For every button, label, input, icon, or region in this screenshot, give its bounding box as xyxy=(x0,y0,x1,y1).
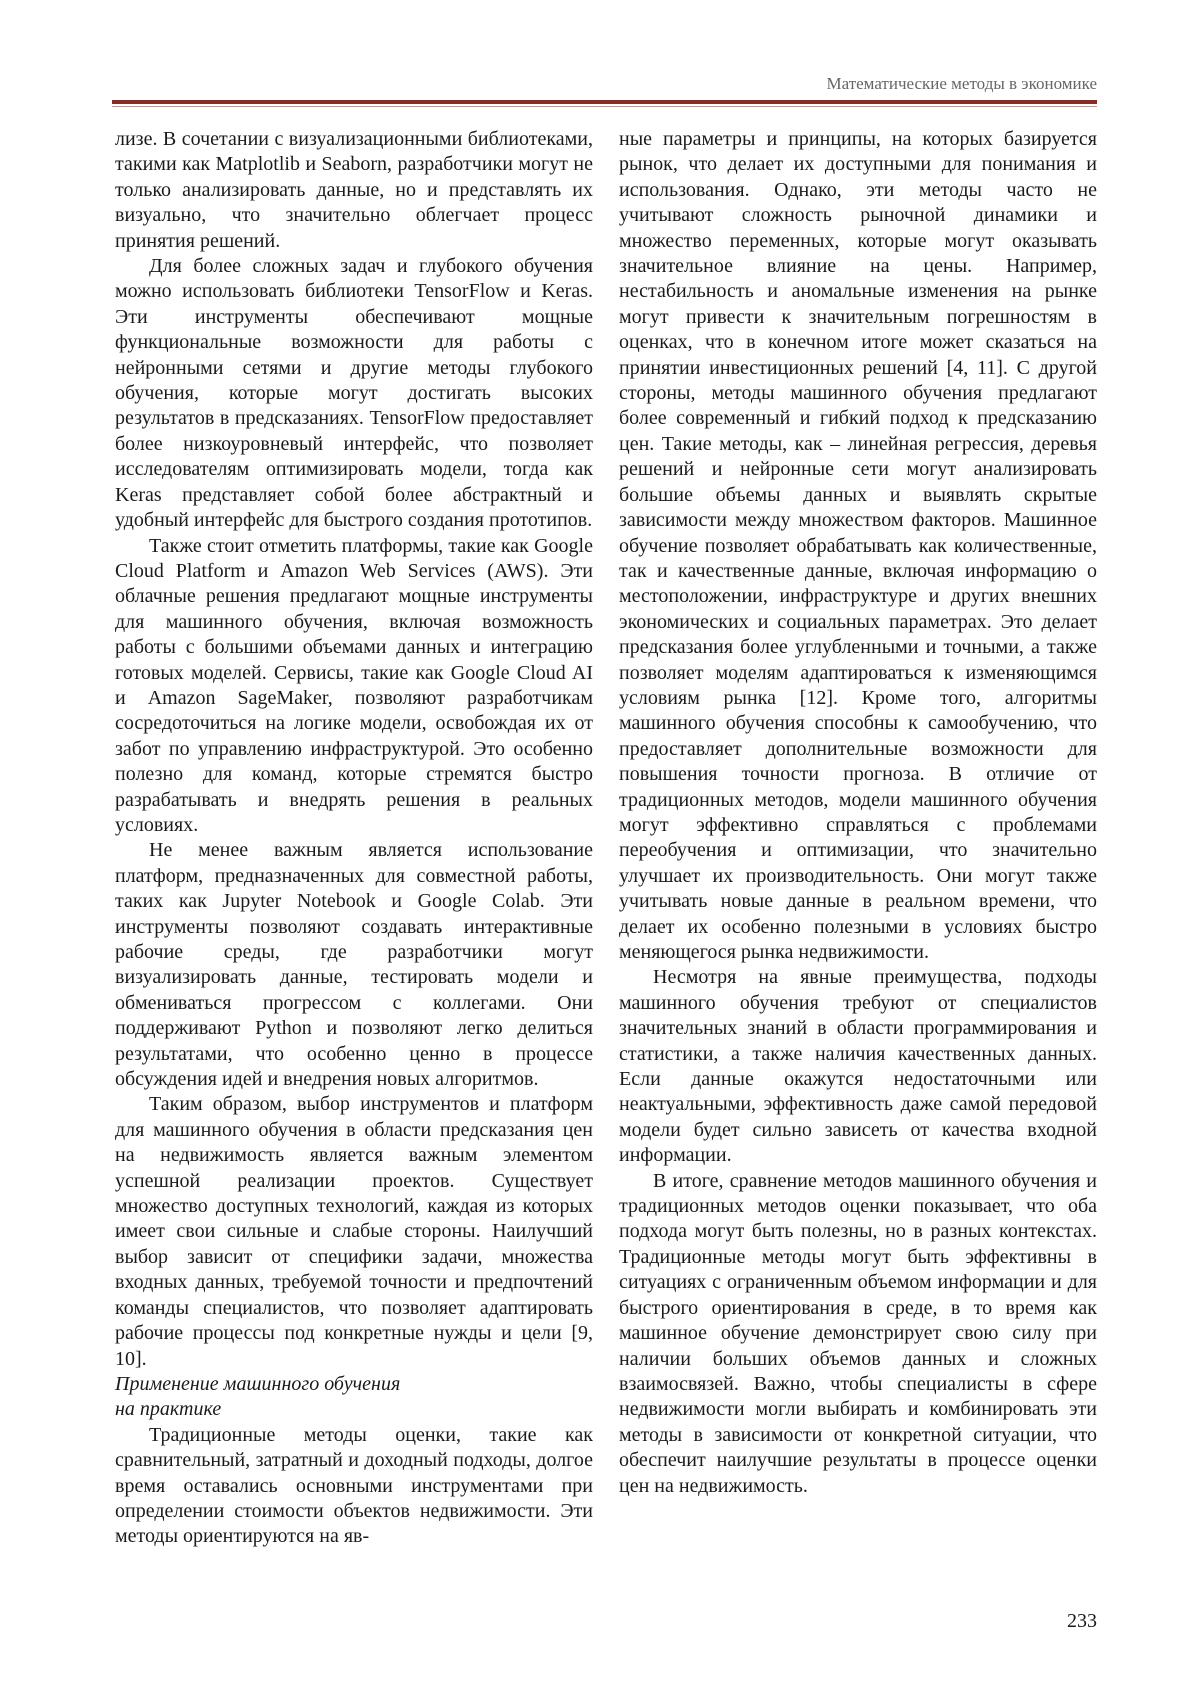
paragraph-continued: лизе. В сочетании с визуализационными библиотеками, такими как Matplotlib и Seaborn, разработчики могут не только анализировать данные, но и представлять их визуально, что значительно облегчает процесс принятия решений. xyxy=(115,128,593,252)
section-subheading xyxy=(115,1372,593,1423)
page-number: 233 xyxy=(1067,1610,1097,1632)
subheading-line-1: Применение машинного обучения xyxy=(115,1372,401,1395)
paragraph-tensorflow-keras: Для более сложных задач и глубокого обучения можно использовать библиотеки TensorFlow и Keras. Эти инструменты обеспечивают мощные функциональные возможности для работы с нейронными сетями и другие методы глубокого обучения, которые могут достигать высоких результатов в предсказаниях. TensorFlow предоставляет более низкоуровневый интерфейс, что позволяет исследователям оптимизировать модели, тогда как Keras представляет собой более абстрактный и удобный интерфейс для быстрого создания прототипов. xyxy=(115,255,593,532)
left-column xyxy=(115,127,593,1550)
header-rule-thick xyxy=(112,100,1097,104)
right-column xyxy=(619,127,1097,1499)
paragraph-tool-selection: Таким образом, выбор инструментов и платформ для машинного обучения в области предсказания цен на недвижимость является важным элементом успешной реализации проектов. Существует множество доступных технологий, каждая из которых имеет свои сильные и слабые стороны. Наилучший выбор зависит от специфики задачи, множества входных данных, требуемой точности и предпочтений команды специалистов, что позволяет адаптировать рабочие процессы под конкретные нужды и цели [9, 10]. xyxy=(115,1093,593,1370)
running-header xyxy=(112,70,1097,100)
paragraph-cloud-platforms: Также стоит отметить платформы, такие как Google Cloud Platform и Amazon Web Services (AWS). Эти облачные решения предлагают мощные инструменты для машинного обучения, включая возможность работы с большими объемами данных и интеграцию готовых моделей. Сервисы, такие как Google Cloud AI и Amazon SageMaker, позволяют разработчикам сосредоточиться на логике модели, освобождая их от забот по управлению инфраструктурой. Это особенно полезно для команд, которые стремятся быстро разрабатывать и внедрять решения в реальных условиях. xyxy=(115,534,593,836)
header-rule-thin xyxy=(112,106,1097,107)
paragraph-ml-comparison: ные параметры и принципы, на которых базируется рынок, что делает их доступными для понимания и использования. Однако, эти методы часто не учитывают сложность рыночной динамики и множество переменных, которые могут оказывать значительное влияние на цены. Например, нестабильность и аномальные изменения на рынке могут привести к значительным погрешностям в оценках, что в конечном итоге может сказаться на принятии инвестиционных решений [4, 11]. С другой стороны, методы машинного обучения предлагают более современный и гибкий подход к предсказанию цен. Такие методы, как – линейная регрессия, деревья решений и нейронные сети могут анализировать большие объемы данных и выявлять скрытые зависимости между множеством факторов. Машинное обучение позволяет обрабатывать как количественные, так и качественные данные, включая информацию о местоположении, инфраструктуре и других внешних экономических и социальных параметрах. Это делает предсказания более углубленными и точными, а также позволяет моделям адаптироваться к изменяющимся условиям рынка [12]. Кроме того, алгоритмы машинного обучения способны к самообучению, что предоставляет дополнительные возможности для повышения точности прогноза. В отличие от традиционных методов, модели машинного обучения могут эффективно справляться с проблемами переобучения и оптимизации, что значительно улучшает их производительность. Они могут также учитывать новые данные в реальном времени, что делает их особенно полезными в условиях быстро меняющегося рынка недвижимости. xyxy=(619,128,1097,963)
subheading-line-2: на практике xyxy=(115,1398,222,1421)
paragraph-collaboration-platforms: Не менее важным является использование платформ, предназначенных для совместной работы, таких как Jupyter Notebook и Google Colab. Эти инструменты позволяют создавать интерактивные рабочие среды, где разработчики могут визуализировать данные, тестировать модели и обмениваться прогрессом с коллегами. Они поддерживают Python и позволяют легко делиться результатами, что особенно ценно в процессе обсуждения идей и внедрения новых алгоритмов. xyxy=(115,839,593,1091)
paragraph-conclusion: В итоге, сравнение методов машинного обучения и традиционных методов оценки показывает, что оба подхода могут быть полезны, но в разных контекстах. Традиционные методы могут быть эффективны в ситуациях с ограниченным объемом информации и для быстрого ориентирования в среде, в то время как машинное обучение демонстрирует свою силу при наличии больших объемов данных и сложных взаимосвязей. Важно, чтобы специалисты в сфере недвижимости могли выбирать и комбинировать эти методы в зависимости от конкретной ситуации, что обеспечит наилучшие результаты в процессе оценки цен на недвижимость. xyxy=(619,1169,1097,1497)
paragraph-traditional-methods: Традиционные методы оценки, такие как сравнительный, затратный и доходный подходы, долгое время оставались основными инструментами при определении стоимости объектов недвижимости. Эти методы ориентируются на яв- xyxy=(115,1423,593,1548)
journal-section-title: Математические методы в экономике xyxy=(826,74,1097,93)
paragraph-ml-requirements: Несмотря на явные преимущества, подходы машинного обучения требуют от специалистов значительных знаний в области программирования и статистики, а также наличия качественных данных. Если данные окажутся недостаточными или неактуальными, эффективность даже самой передовой модели будет сильно зависеть от качества входной информации. xyxy=(619,966,1097,1167)
